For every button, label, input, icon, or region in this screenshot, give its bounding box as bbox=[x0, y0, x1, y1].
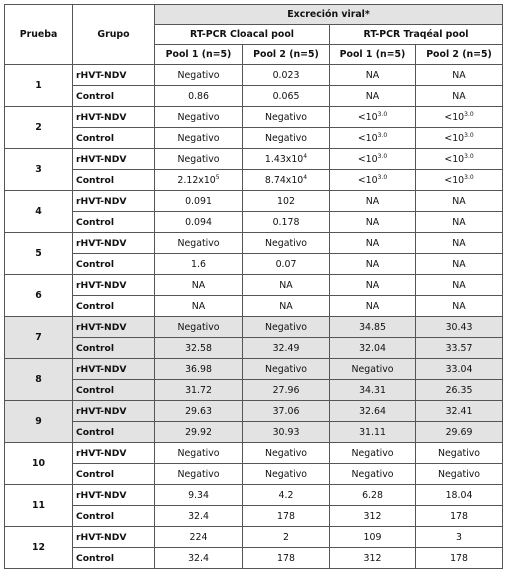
prueba-number: 8 bbox=[5, 359, 73, 401]
group-label: Control bbox=[73, 548, 155, 569]
group-label: Control bbox=[73, 128, 155, 149]
exponent: 3.0 bbox=[377, 110, 388, 118]
value-cell: Negativo bbox=[330, 443, 416, 464]
value-cell: Negativo bbox=[243, 443, 330, 464]
table-row bbox=[5, 107, 503, 128]
header-traqueal-pool: RT-PCR Traqéal pool bbox=[330, 25, 503, 45]
value-cell: 32.4 bbox=[155, 506, 243, 527]
table-row bbox=[5, 401, 503, 422]
table-row bbox=[5, 212, 503, 233]
exponent: 3.0 bbox=[377, 131, 388, 139]
header-traqueal-pool-2: Pool 2 (n=5) bbox=[416, 45, 503, 65]
value-cell: 29.92 bbox=[155, 422, 243, 443]
value-cell: 0.023 bbox=[243, 65, 330, 86]
prueba-number: 12 bbox=[5, 527, 73, 569]
table-row bbox=[5, 65, 503, 86]
prueba-number: 7 bbox=[5, 317, 73, 359]
prueba-number: 5 bbox=[5, 233, 73, 275]
value-cell: $<10^{3.0}$ bbox=[416, 170, 503, 191]
value-cell: NA bbox=[416, 86, 503, 107]
prueba-number: 1 bbox=[5, 65, 73, 107]
value-cell: 29.63 bbox=[155, 401, 243, 422]
value-cell: 29.69 bbox=[416, 422, 503, 443]
value-cell: 32.58 bbox=[155, 338, 243, 359]
table-row bbox=[5, 338, 503, 359]
value-cell: Negativo bbox=[243, 233, 330, 254]
value-cell: Negativo bbox=[155, 107, 243, 128]
table-row bbox=[5, 170, 503, 191]
value-cell: 34.31 bbox=[330, 380, 416, 401]
value-cell: Negativo bbox=[155, 317, 243, 338]
exponent: 3.0 bbox=[377, 152, 388, 160]
value-cell: 0.094 bbox=[155, 212, 243, 233]
table-row bbox=[5, 485, 503, 506]
header-excrecion-viral: Excreción viral* bbox=[155, 5, 503, 25]
value-cell: Negativo bbox=[155, 149, 243, 170]
table-row bbox=[5, 317, 503, 338]
value-cell: NA bbox=[416, 191, 503, 212]
value-cell: Negativo bbox=[155, 128, 243, 149]
value-cell: Negativo bbox=[243, 359, 330, 380]
value-cell: 178 bbox=[416, 506, 503, 527]
value-cell: 30.43 bbox=[416, 317, 503, 338]
value-cell: 36.98 bbox=[155, 359, 243, 380]
group-label: Control bbox=[73, 338, 155, 359]
header-cloacal-pool: RT-PCR Cloacal pool bbox=[155, 25, 330, 45]
value-cell: Negativo bbox=[243, 128, 330, 149]
value-cell: 31.11 bbox=[330, 422, 416, 443]
group-label: rHVT-NDV bbox=[73, 149, 155, 170]
table-row bbox=[5, 254, 503, 275]
value-cell: Negativo bbox=[155, 464, 243, 485]
exponent: 4 bbox=[303, 173, 308, 181]
header-prueba: Prueba bbox=[5, 5, 73, 65]
value-cell: 26.35 bbox=[416, 380, 503, 401]
value-cell: NA bbox=[330, 296, 416, 317]
group-label: Control bbox=[73, 170, 155, 191]
group-label: rHVT-NDV bbox=[73, 107, 155, 128]
value-cell: NA bbox=[243, 296, 330, 317]
value-cell: NA bbox=[416, 233, 503, 254]
value-cell: 3 bbox=[416, 527, 503, 548]
value-cell: NA bbox=[416, 65, 503, 86]
value-cell: 0.86 bbox=[155, 86, 243, 107]
table-row bbox=[5, 86, 503, 107]
value-cell: $<10^{3.0}$ bbox=[416, 128, 503, 149]
group-label: rHVT-NDV bbox=[73, 65, 155, 86]
prueba-number: 2 bbox=[5, 107, 73, 149]
value-cell: Negativo bbox=[416, 443, 503, 464]
table-row bbox=[5, 359, 503, 380]
header-cloacal-pool-1: Pool 1 (n=5) bbox=[155, 45, 243, 65]
value-cell: 102 bbox=[243, 191, 330, 212]
exponent: 3.0 bbox=[464, 152, 474, 160]
value-cell: $<10^{3.0}$ bbox=[416, 107, 503, 128]
value-cell: 178 bbox=[243, 506, 330, 527]
prueba-number: 11 bbox=[5, 485, 73, 527]
value-cell: Negativo bbox=[243, 317, 330, 338]
value-cell: 178 bbox=[416, 548, 503, 569]
prueba-number: 6 bbox=[5, 275, 73, 317]
value-cell: 6.28 bbox=[330, 485, 416, 506]
value-cell: NA bbox=[416, 275, 503, 296]
prueba-number: 10 bbox=[5, 443, 73, 485]
group-label: rHVT-NDV bbox=[73, 359, 155, 380]
table-row bbox=[5, 422, 503, 443]
exponent: 3.0 bbox=[464, 110, 474, 118]
value-cell: NA bbox=[330, 254, 416, 275]
prueba-number: 4 bbox=[5, 191, 73, 233]
value-cell: NA bbox=[330, 65, 416, 86]
value-cell: NA bbox=[330, 86, 416, 107]
value-cell: $<10^{3.0}$ bbox=[416, 149, 503, 170]
value-cell: 32.04 bbox=[330, 338, 416, 359]
group-label: Control bbox=[73, 422, 155, 443]
value-cell: 0.091 bbox=[155, 191, 243, 212]
table-row bbox=[5, 233, 503, 254]
value-cell: 312 bbox=[330, 506, 416, 527]
value-cell: 32.41 bbox=[416, 401, 503, 422]
header-cloacal-pool-2: Pool 2 (n=5) bbox=[243, 45, 330, 65]
value-cell: NA bbox=[416, 212, 503, 233]
value-cell: 0.178 bbox=[243, 212, 330, 233]
table-row bbox=[5, 506, 503, 527]
table-row bbox=[5, 149, 503, 170]
value-cell: $<10^{3.0}$ bbox=[330, 128, 416, 149]
value-cell: Negativo bbox=[243, 107, 330, 128]
prueba-number: 9 bbox=[5, 401, 73, 443]
value-cell: Negativo bbox=[416, 464, 503, 485]
group-label: rHVT-NDV bbox=[73, 401, 155, 422]
value-cell: Negativo bbox=[330, 359, 416, 380]
table-row bbox=[5, 443, 503, 464]
value-cell: 27.96 bbox=[243, 380, 330, 401]
value-cell: 33.57 bbox=[416, 338, 503, 359]
value-cell: Negativo bbox=[155, 443, 243, 464]
group-label: Control bbox=[73, 506, 155, 527]
group-label: rHVT-NDV bbox=[73, 443, 155, 464]
table-row bbox=[5, 380, 503, 401]
value-cell: 2 bbox=[243, 527, 330, 548]
group-label: Control bbox=[73, 86, 155, 107]
value-cell: NA bbox=[416, 254, 503, 275]
group-label: Control bbox=[73, 212, 155, 233]
header-grupo: Grupo bbox=[73, 5, 155, 65]
table-row bbox=[5, 548, 503, 569]
viral-excretion-table-wrapper bbox=[4, 4, 502, 569]
value-cell: NA bbox=[330, 212, 416, 233]
value-cell: 33.04 bbox=[416, 359, 503, 380]
value-cell: 109 bbox=[330, 527, 416, 548]
group-label: Control bbox=[73, 254, 155, 275]
value-cell: 0.065 bbox=[243, 86, 330, 107]
value-cell: Negativo bbox=[155, 233, 243, 254]
group-label: rHVT-NDV bbox=[73, 527, 155, 548]
value-cell: 178 bbox=[243, 548, 330, 569]
value-cell: 31.72 bbox=[155, 380, 243, 401]
value-cell: NA bbox=[330, 275, 416, 296]
value-cell: 0.07 bbox=[243, 254, 330, 275]
exponent: 3.0 bbox=[377, 173, 388, 181]
group-label: rHVT-NDV bbox=[73, 191, 155, 212]
group-label: Control bbox=[73, 380, 155, 401]
table-row bbox=[5, 296, 503, 317]
value-cell: 9.34 bbox=[155, 485, 243, 506]
value-cell: $2.12x10^5$ bbox=[155, 170, 243, 191]
value-cell: $<10^{3.0}$ bbox=[330, 149, 416, 170]
table-row bbox=[5, 191, 503, 212]
group-label: rHVT-NDV bbox=[73, 233, 155, 254]
value-cell: Negativo bbox=[330, 464, 416, 485]
value-cell: NA bbox=[155, 275, 243, 296]
value-cell: 4.2 bbox=[243, 485, 330, 506]
value-cell: 18.04 bbox=[416, 485, 503, 506]
group-label: rHVT-NDV bbox=[73, 275, 155, 296]
value-cell: NA bbox=[330, 233, 416, 254]
exponent: 3.0 bbox=[464, 131, 474, 139]
value-cell: 32.4 bbox=[155, 548, 243, 569]
exponent: 5 bbox=[215, 173, 220, 181]
value-cell: NA bbox=[155, 296, 243, 317]
value-cell: 32.49 bbox=[243, 338, 330, 359]
table-row bbox=[5, 128, 503, 149]
value-cell: NA bbox=[416, 296, 503, 317]
exponent: 3.0 bbox=[464, 173, 474, 181]
value-cell: 30.93 bbox=[243, 422, 330, 443]
value-cell: $<10^{3.0}$ bbox=[330, 107, 416, 128]
header-traqueal-pool-1: Pool 1 (n=5) bbox=[330, 45, 416, 65]
value-cell: Negativo bbox=[243, 464, 330, 485]
table-header bbox=[5, 5, 503, 65]
value-cell: 34.85 bbox=[330, 317, 416, 338]
group-label: Control bbox=[73, 464, 155, 485]
value-cell: $<10^{3.0}$ bbox=[330, 170, 416, 191]
exponent: 4 bbox=[303, 152, 308, 160]
table-row bbox=[5, 275, 503, 296]
group-label: rHVT-NDV bbox=[73, 485, 155, 506]
prueba-number: 3 bbox=[5, 149, 73, 191]
value-cell: 1.6 bbox=[155, 254, 243, 275]
value-cell: NA bbox=[330, 191, 416, 212]
value-cell: 37.06 bbox=[243, 401, 330, 422]
value-cell: NA bbox=[243, 275, 330, 296]
value-cell: $8.74x10^4$ bbox=[243, 170, 330, 191]
group-label: rHVT-NDV bbox=[73, 317, 155, 338]
value-cell: $1.43x10^4$ bbox=[243, 149, 330, 170]
value-cell: 32.64 bbox=[330, 401, 416, 422]
group-label: Control bbox=[73, 296, 155, 317]
value-cell: 312 bbox=[330, 548, 416, 569]
table-body bbox=[5, 65, 503, 569]
viral-excretion-table bbox=[4, 4, 503, 569]
value-cell: Negativo bbox=[155, 65, 243, 86]
table-row bbox=[5, 527, 503, 548]
table-row bbox=[5, 464, 503, 485]
value-cell: 224 bbox=[155, 527, 243, 548]
